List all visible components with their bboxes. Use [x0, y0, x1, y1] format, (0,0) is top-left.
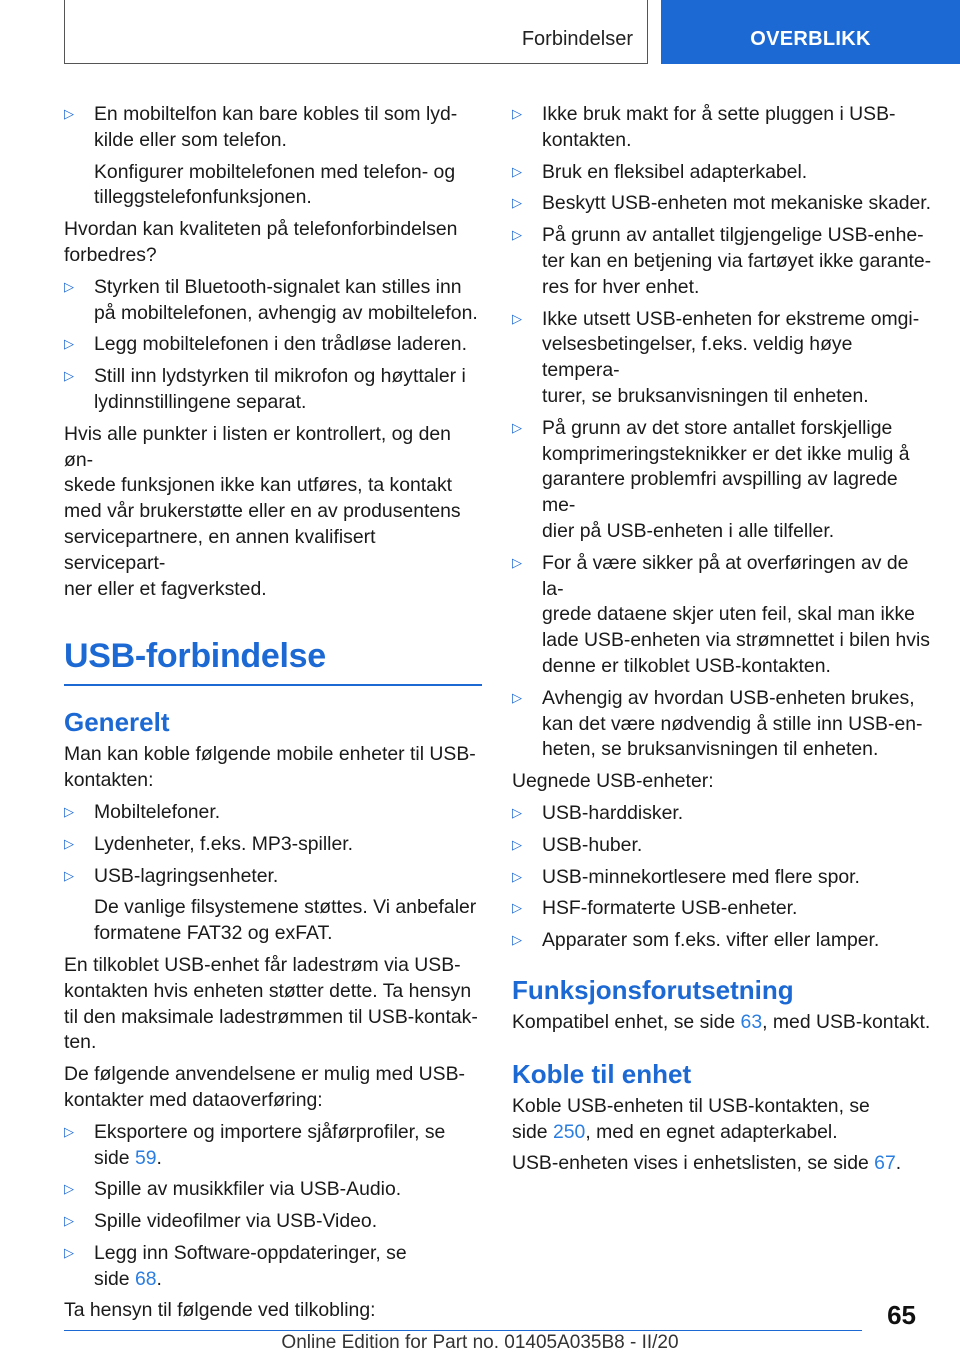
- text-line: Ta hensyn til følgende ved tilkobling:: [64, 1299, 376, 1322]
- text-line: denne er tilkoblet USB-kontakten.: [542, 654, 831, 677]
- subsection-heading: Generelt: [64, 707, 170, 738]
- footer-text: Online Edition for Part no. 01405A035B8 - II/20: [281, 1332, 679, 1353]
- text-line: kontakten hvis enheten støtter dette. Ta hensyn: [64, 979, 472, 1002]
- list-item: [64, 864, 482, 890]
- list-item: [64, 1177, 482, 1203]
- text-line: lydinnstillingene separat.: [94, 390, 307, 413]
- right-column: [512, 102, 932, 1183]
- page-link[interactable]: 59: [134, 1146, 157, 1169]
- paragraph: [64, 422, 482, 603]
- text-line: ▷ Avhengig av hvordan USB-enheten brukes,: [542, 686, 915, 709]
- text-line: res for hver enhet.: [542, 275, 700, 298]
- list-item: [512, 160, 932, 186]
- list-item: [512, 102, 932, 154]
- list-item: [64, 332, 482, 358]
- paragraph: USB-enheten vises i enhetslisten, se side 67.: [512, 1152, 902, 1175]
- text-line: turer, se bruksanvisningen til enheten.: [542, 384, 869, 407]
- text-line: ▷ USB-harddisker.: [542, 801, 684, 824]
- text-line: Hvis alle punkter i listen er kontrollert, og den øn-: [64, 422, 451, 471]
- text-line: ▷ Beskytt USB-enheten mot mekaniske skader.: [542, 192, 932, 215]
- left-column: [64, 102, 482, 1330]
- list-item: [512, 896, 932, 922]
- text-line: komprimeringsteknikker er det ikke mulig å: [542, 442, 910, 465]
- paragraph: [64, 217, 482, 269]
- list-item: [64, 102, 482, 154]
- text-line: kan det være nødvendig å stille inn USB-en-: [542, 712, 923, 735]
- text-line: ▷ Styrken til Bluetooth-signalet kan stilles inn: [94, 275, 462, 298]
- text-line: ner eller et fagverksted.: [64, 577, 267, 600]
- text-line: ▷ HSF-formaterte USB-enheter.: [542, 897, 798, 920]
- page-link[interactable]: 250: [552, 1120, 586, 1143]
- text-line: på mobiltelefonen, avhengig av mobiltelefon.: [94, 301, 478, 324]
- text-line: ▷ For å være sikker på at overføringen av de la-: [542, 551, 909, 600]
- text-line: ▷ På grunn av det store antallet forskjellige: [542, 416, 893, 439]
- text-line: ▷ USB-minnekortlesere med flere spor.: [542, 865, 860, 888]
- list-item: [64, 800, 482, 826]
- text-line: forbedres?: [64, 243, 157, 266]
- text-line: til den maksimale ladestrømmen til USB-kontak-: [64, 1005, 478, 1028]
- section-heading: USB-forbindelse: [64, 637, 326, 676]
- list-item: [512, 307, 932, 410]
- list-item: [512, 551, 932, 680]
- list-item: [512, 686, 932, 763]
- chapter-tab-label: OVERBLIKK: [750, 28, 871, 50]
- section-box: [64, 0, 648, 64]
- section-title: Forbindelser: [521, 28, 633, 50]
- text-line: ▷ Ikke bruk makt for å sette pluggen i USB-: [542, 103, 896, 125]
- text-line: formatene FAT32 og exFAT.: [94, 922, 333, 945]
- text-line: Konfigurer mobiltelefonen med telefon- og: [94, 160, 456, 183]
- text-line: velsesbetingelser, f.eks. veldig høye tempera-: [542, 333, 853, 382]
- text-line: ▷ På grunn av antallet tilgjengelige USB-enhe-: [542, 224, 924, 247]
- list-item: [64, 1209, 482, 1235]
- text-line: tilleggstelefonfunksjonen.: [94, 186, 312, 209]
- text-line: kilde eller som telefon.: [94, 128, 287, 151]
- text-line: ▷ Lydenheter, f.eks. MP3-spiller.: [94, 832, 354, 855]
- page-link[interactable]: 67: [874, 1152, 896, 1175]
- text-line: Uegnede USB-enheter:: [512, 770, 714, 793]
- text-line: ▷ Spille av musikkfiler via USB-Audio.: [94, 1178, 402, 1201]
- page-link[interactable]: 68: [134, 1267, 157, 1290]
- text-line: ▷ USB-lagringsenheter.: [94, 864, 279, 887]
- paragraph: Kompatibel enhet, se side 63, med USB-kontakt.: [512, 1010, 931, 1033]
- paragraph: [64, 1062, 482, 1114]
- page-number: 65: [887, 1300, 916, 1330]
- text-line: De følgende anvendelsene er mulig med USB-: [64, 1063, 465, 1086]
- list-item: [512, 928, 932, 954]
- paragraph: Koble USB-enheten til USB-kontakten, se side 250, med en egnet adapterkabel.: [512, 1094, 870, 1143]
- text-line: ten.: [64, 1031, 97, 1054]
- subsection-heading: Koble til enhet: [512, 1058, 692, 1089]
- list-item: [64, 832, 482, 858]
- text-line: ▷ Legg mobiltelefonen i den trådløse laderen.: [94, 333, 467, 356]
- list-item: [64, 275, 482, 327]
- text-line: grede dataene skjer uten feil, skal man ikke: [542, 603, 915, 626]
- list-item-note: [64, 160, 482, 212]
- list-item: [512, 801, 932, 827]
- text-line: De vanlige filsystemene støttes. Vi anbefaler: [94, 896, 477, 919]
- text-line: ▷ USB-huber.: [542, 833, 643, 856]
- list-item: [512, 865, 932, 891]
- text-line: kontakten:: [64, 769, 154, 792]
- list-item: [512, 833, 932, 859]
- paragraph: [64, 953, 482, 1056]
- text-line: kontakten.: [542, 128, 632, 151]
- text-line: ▷ Still inn lydstyrken til mikrofon og høyttaler i: [94, 365, 466, 388]
- page-header: [0, 0, 960, 66]
- heading-rule: [64, 684, 482, 686]
- paragraph: [512, 769, 932, 795]
- text-line: ▷ En mobiltelfon kan bare kobles til som lyd-: [94, 103, 458, 125]
- subsection-heading: Funksjonsforutsetning: [512, 974, 794, 1005]
- list-item: [512, 416, 932, 545]
- paragraph: [64, 1298, 482, 1324]
- list-item-note: [64, 895, 482, 947]
- text-line: kontakter med dataoverføring:: [64, 1088, 323, 1111]
- text-line: ▷ Mobiltelefoner.: [94, 800, 221, 823]
- text-line: skede funksjonen ikke kan utføres, ta kontakt: [64, 474, 453, 497]
- text-line: ter kan en betjening via fartøyet ikke garante-: [542, 249, 932, 272]
- text-line: servicepartnere, en annen kvalifisert servicepart-: [64, 525, 376, 574]
- text-line: ▷ Bruk en fleksibel adapterkabel.: [542, 160, 808, 183]
- text-line: ▷ Ikke utsett USB-enheten for ekstreme omgi-: [542, 307, 920, 330]
- text-line: En tilkoblet USB-enhet får ladestrøm via USB-: [64, 953, 461, 976]
- text-line: Hvordan kan kvaliteten på telefonforbindelsen: [64, 218, 458, 241]
- list-item: [512, 223, 932, 300]
- chapter-tab[interactable]: [661, 0, 960, 64]
- text-line: garantere problemfri avspilling av lagrede me-: [542, 468, 898, 517]
- footer-rule: [64, 1330, 862, 1331]
- list-item: [64, 364, 482, 416]
- text-line: lade USB-enheten via strømnettet i bilen hvis: [542, 629, 931, 652]
- text-line: med vår brukerstøtte eller en av produsentens: [64, 500, 461, 523]
- paragraph: [64, 742, 482, 794]
- text-line: ▷ Spille videofilmer via USB-Video.: [94, 1210, 378, 1233]
- text-line: dier på USB-enheten i alle tilfeller.: [542, 519, 835, 542]
- text-line: heten, se bruksanvisningen til enheten.: [542, 738, 879, 761]
- text-line: Man kan koble følgende mobile enheter til USB-: [64, 743, 476, 766]
- list-item: [512, 191, 932, 217]
- page-link[interactable]: 63: [740, 1010, 763, 1033]
- list-item: ▷ Eksportere og importere sjåførprofiler, se side 59.: [64, 1120, 482, 1172]
- text-line: ▷ Apparater som f.eks. vifter eller lamper.: [542, 929, 880, 952]
- list-item: ▷ Legg inn Software-oppdateringer, se side 68.: [64, 1241, 482, 1293]
